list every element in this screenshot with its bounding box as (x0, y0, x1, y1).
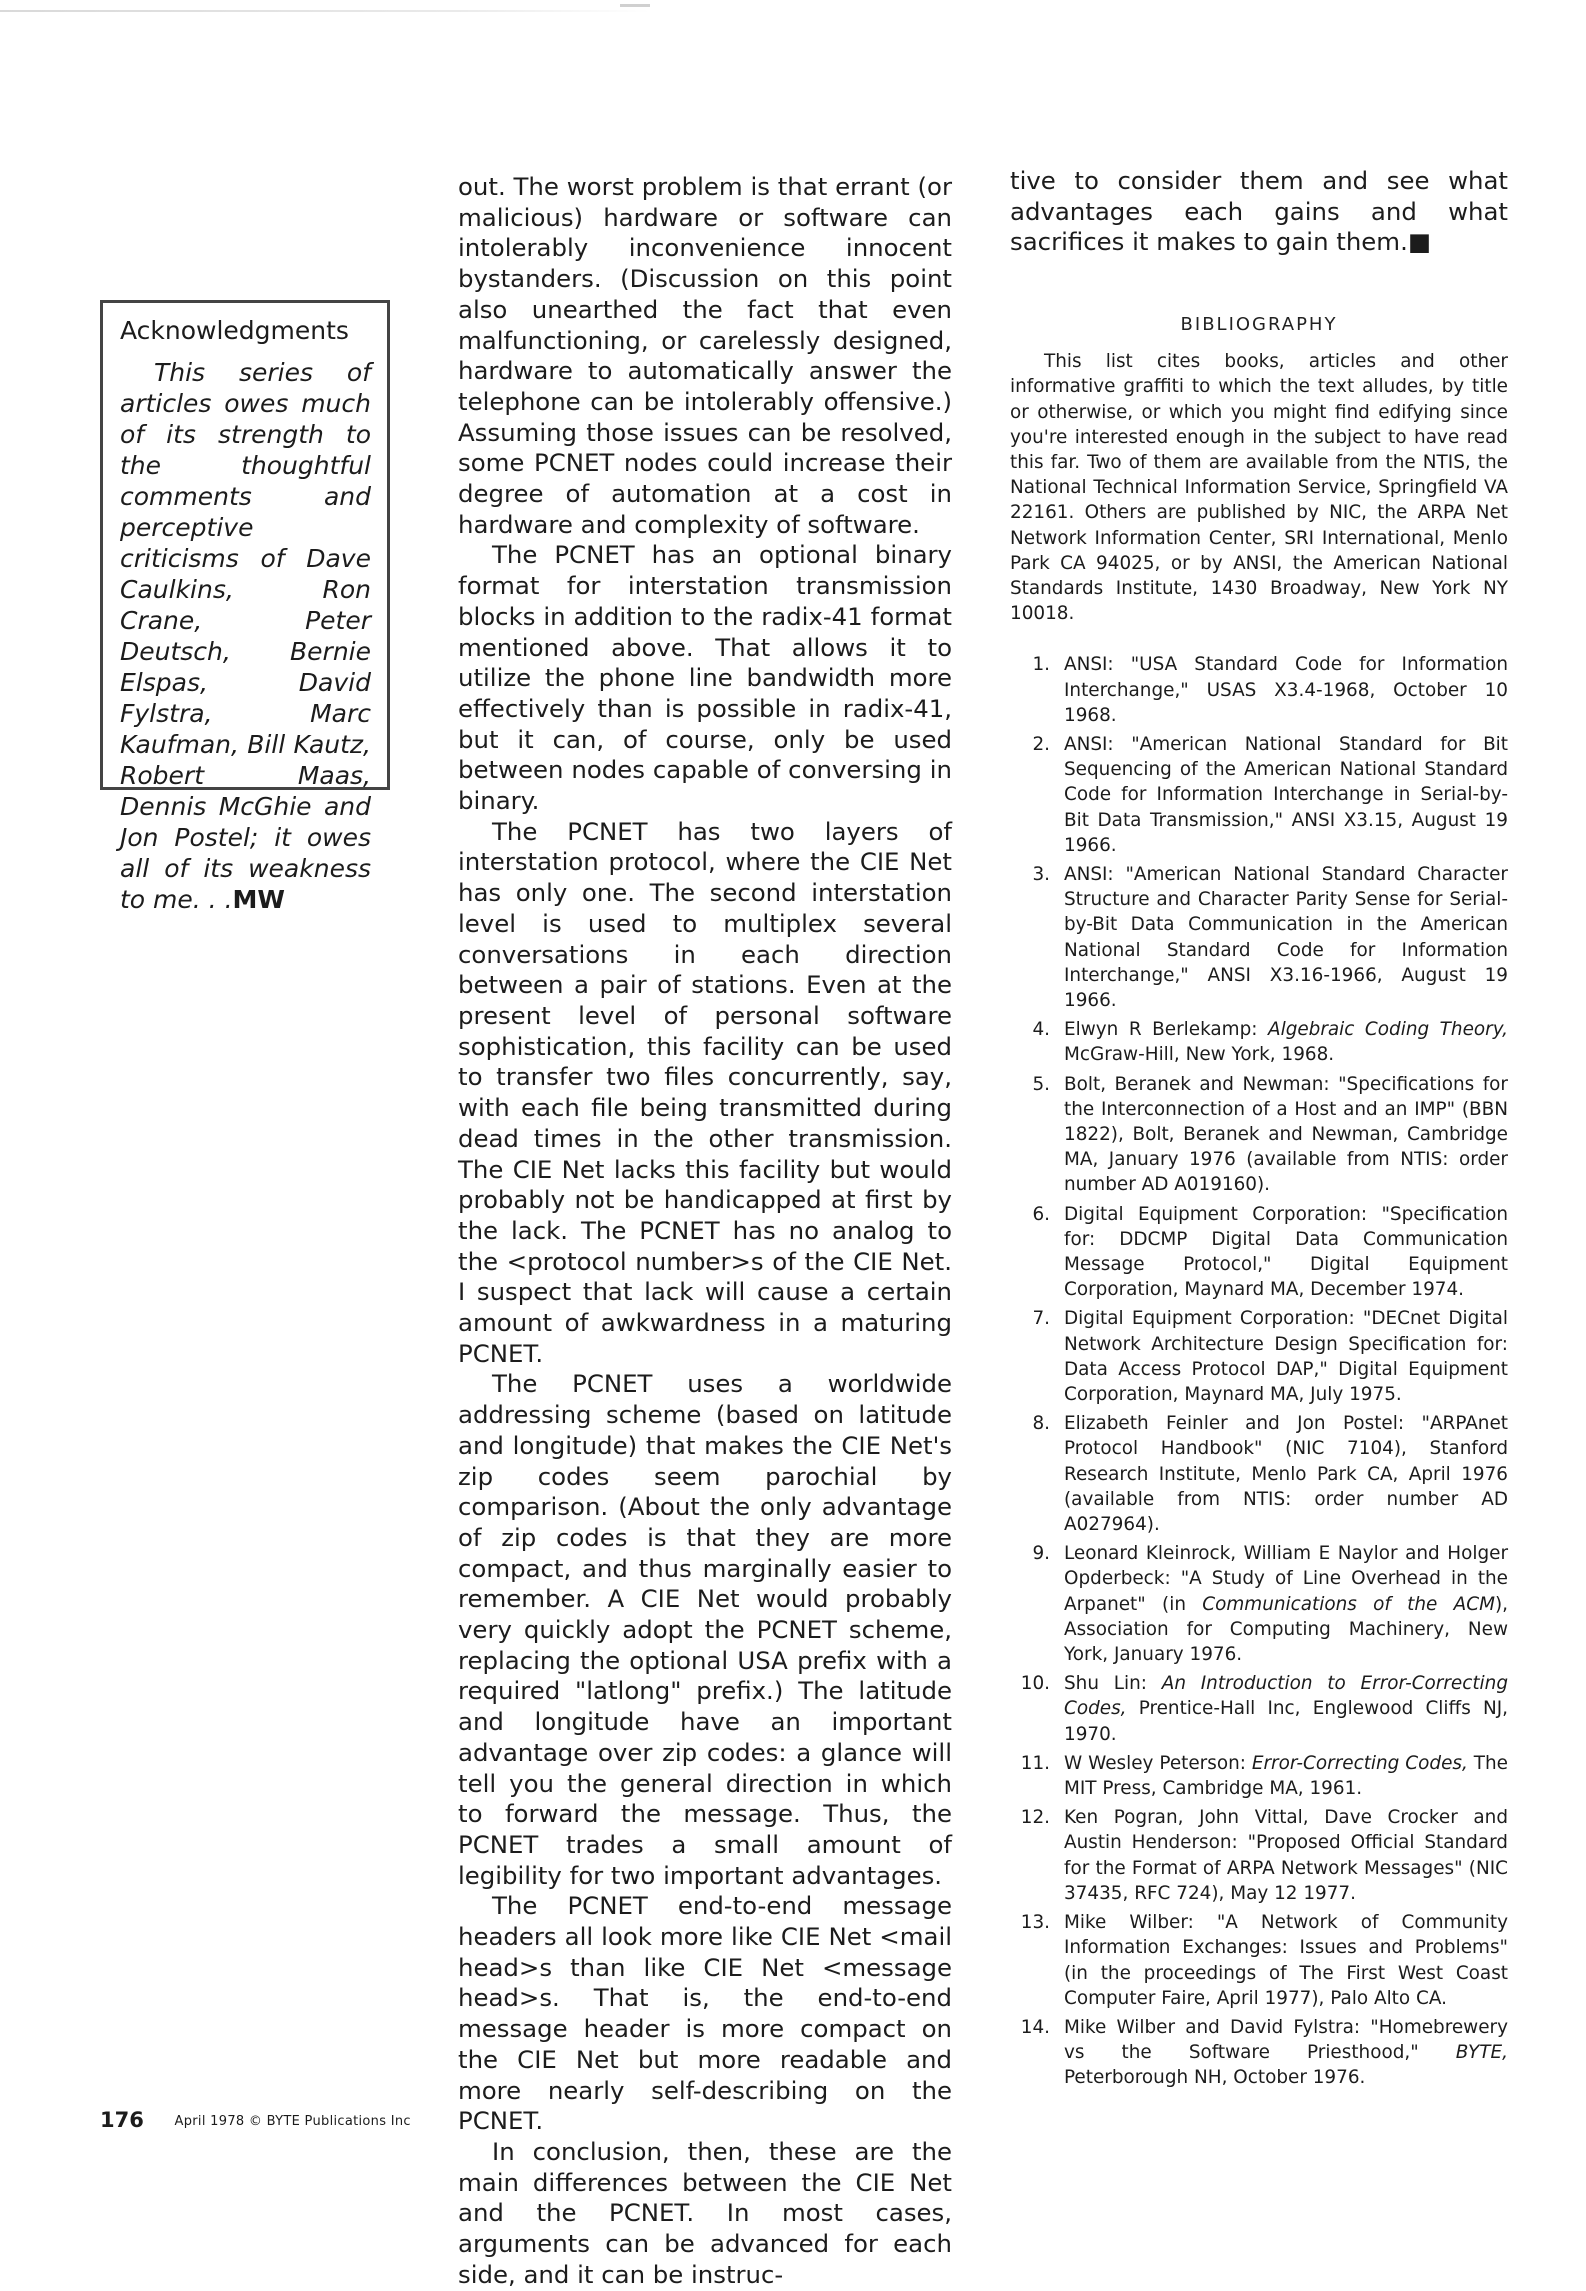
acknowledgments-title: Acknowledgments (120, 316, 349, 345)
reference-text: Mike Wilber: "A Network of Community Information Exchanges: Issues and Problems" (in the proceedings of The First West Coast Computer Faire, April 1977), Palo Alto CA. (1064, 1912, 1508, 2009)
publication-credit: April 1978 © BYTE Publications Inc (174, 2114, 411, 2129)
reference-text-cont: McGraw-Hill, New York, 1968. (1064, 1044, 1335, 1066)
bibliography-item (1010, 652, 1508, 728)
bibliography-item (1010, 1411, 1508, 1537)
top-rule (0, 10, 650, 12)
acknowledgments-body (120, 357, 371, 915)
reference-text-cont: ), Association for Computing Machinery, New York, January 1976. (1064, 1593, 1508, 1666)
body-paragraph: The PCNET has an optional binary format for interstation transmission blocks in addition to the radix-41 format mentioned above. That allows it to utilize the phone line bandwidth more effectively than is possible in radix-41, but it can, of course, only be used between nodes capable of conversing in binary. (458, 540, 952, 816)
reference-number: 3. (1032, 863, 1050, 885)
body-paragraph: The PCNET end-to-end message headers all look more like CIE Net <mail head>s than like CIE Net <message head>s. That is, the end-to-end message header is more compact on the CIE Net but more readable and more nearly self-describing on the PCNET. (458, 1891, 952, 2136)
reference-number: 4. (1032, 1019, 1050, 1041)
reference-number: 14. (1020, 2016, 1050, 2038)
reference-number: 10. (1020, 1673, 1050, 1695)
reference-title: Error-Correcting Codes, (1251, 1752, 1468, 1774)
reference-text: W Wesley Peterson: (1064, 1752, 1252, 1774)
reference-text: Elizabeth Feinler and Jon Postel: "ARPAnet Protocol Handbook" (NIC 7104), Stanford Research Institute, Menlo Park CA, April 1976 (available from NTIS: order number AD A027964). (1064, 1413, 1508, 1536)
reference-text: Digital Equipment Corporation: "Specification for: DDCMP Digital Data Communication Message Protocol," Digital Equipment Corporation, Maynard MA, December 1974. (1064, 1203, 1508, 1301)
body-paragraph: out. The worst problem is that errant (or malicious) hardware or software can intolerably inconvenience innocent bystanders. (Discussion on this point also unearthed the fact that even malfunctioning, or carelessly designed, hardware to automatically answer the telephone can be intolerably offensive.) Assuming those issues can be resolved, some PCNET nodes could increase their degree of automation at a cost in hardware and complexity of software. (458, 172, 952, 539)
reference-text: Digital Equipment Corporation: "DECnet Digital Network Architecture Design Specification for: Data Access Protocol DAP," Digital Equipment Corporation, Maynard MA, July 1975. (1064, 1308, 1508, 1406)
bibliography-heading: BIBLIOGRAPHY (1180, 314, 1338, 336)
bibliography-item (1010, 1306, 1508, 1407)
bibliography-item (1010, 2015, 1508, 2091)
bibliography-item (1010, 1017, 1508, 1067)
bibliography-item (1010, 1541, 1508, 1667)
body-paragraph: The PCNET uses a worldwide addressing scheme (based on latitude and longitude) that makes the CIE Net's zip codes seem parochial by comparison. (About the only advantage of zip codes is that they are more compact, and thus marginally easier to remember. A CIE Net would probably very quickly adopt the PCNET scheme, replacing the optional USA prefix with a required "latlong" prefix.) The latitude and longitude have an important advantage over zip codes: a glance will tell you the general direction in which to forward the message. Thus, the PCNET trades a small amount of legibility for two important advantages. (458, 1369, 952, 1890)
right-column (1010, 166, 1508, 2095)
bibliography-intro: This list cites books, articles and other informative graffiti to which the text alludes, by title or otherwise, or which you might find edifying since you're interested enough in the subject to have read this far. Two of them are available from the NTIS, the National Technical Information Service, Springfield VA 22161. Others are published by NIC, the ARPA Net Network Information Center, SRI International, Menlo Park CA 94025, or by ANSI, the American National Standards Institute, 1430 Broadway, New York NY 10018. (1010, 351, 1508, 625)
reference-title: Algebraic Coding Theory, (1268, 1019, 1508, 1041)
bibliography-item (1010, 1072, 1508, 1198)
reference-number: 8. (1032, 1413, 1050, 1435)
body-paragraph: The PCNET has two layers of interstation protocol, where the CIE Net has only one. The second interstation level is used to multiplex several conversations in each direction between a pair of stations. Even at the present level of personal software sophistication, this facility can be used to transfer two files concurrently, say, with each file being transmitted during dead times in the other transmission. The CIE Net lacks this facility but would probably not be handicapped at first by the lack. The PCNET has no analog to the <protocol number>s of the CIE Net. I suspect that lack will cause a certain amount of awkwardness in a maturing PCNET. (458, 816, 952, 1368)
reference-number: 13. (1020, 1912, 1050, 1934)
reference-text-cont: The MIT Press, Cambridge MA, 1961. (1064, 1752, 1508, 1800)
reference-title: An Introduction to Error-Correcting Codes, (1064, 1673, 1508, 1720)
reference-number: 1. (1032, 654, 1050, 676)
page-number: 176 (100, 2108, 144, 2132)
conclusion-paragraph (1010, 166, 1508, 258)
reference-number: 12. (1020, 1807, 1050, 1829)
reference-number: 6. (1032, 1203, 1050, 1225)
reference-text: ANSI: "USA Standard Code for Information Interchange," USAS X3.4-1968, October 10 1968. (1064, 654, 1508, 726)
top-mark (620, 4, 650, 7)
bibliography-item (1010, 1202, 1508, 1303)
reference-text: Shu Lin: (1064, 1673, 1162, 1695)
body-paragraph: In conclusion, then, these are the main differences between the CIE Net and the PCNET. In most cases, arguments can be advanced for each side, and it can be instruc- (458, 2137, 952, 2289)
conclusion-text: tive to consider them and see what advantages each gains and what sacrifices it makes to gain them. (1010, 166, 1508, 257)
reference-text-cont: Prentice-Hall Inc, Englewood Cliffs NJ, 1970. (1064, 1698, 1508, 1745)
reference-text: Mike Wilber and David Fylstra: "Homebrewery vs the Software Priesthood," (1064, 2016, 1508, 2064)
bibliography-item (1010, 1671, 1508, 1747)
bibliography-item (1010, 1751, 1508, 1801)
acknowledgments-signature: MW (232, 885, 285, 914)
reference-title: Communications of the ACM (1202, 1593, 1495, 1615)
bibliography-list (1010, 652, 1508, 2090)
end-mark-icon: ■ (1407, 227, 1431, 257)
middle-column (458, 172, 952, 2291)
reference-text-cont: Peterborough NH, October 1976. (1064, 2067, 1366, 2089)
reference-title: BYTE, (1455, 2042, 1508, 2064)
reference-number: 9. (1032, 1543, 1050, 1565)
bibliography-item (1010, 1910, 1508, 2011)
reference-text: Ken Pogran, John Vittal, Dave Crocker and Austin Henderson: "Proposed Official Standard for the Format of ARPA Network Messages" (NIC 37435, RFC 724), May 12 1977. (1064, 1807, 1508, 1904)
acknowledgments-text: This series of articles owes much of its strength to the thoughtful comments and perceptive criticisms of Dave Caulkins, Ron Crane, Peter Deutsch, Bernie Elspas, David Fylstra, Marc Kaufman, Bill Kautz, Robert Maas, Dennis McGhie and Jon Postel; it owes all of its weakness to me. . . (120, 358, 371, 914)
bibliography-item (1010, 1805, 1508, 1906)
reference-text: Elwyn R Berlekamp: (1064, 1019, 1268, 1041)
reference-number: 11. (1020, 1752, 1050, 1774)
reference-number: 2. (1032, 733, 1050, 755)
reference-text: ANSI: "American National Standard Character Structure and Character Parity Sense for Serial-by-Bit Data Communication in the American National Standard Code for Information Interchange," ANSI X3.16-1966, August 19 1966. (1064, 863, 1508, 1011)
bibliography-item (1010, 862, 1508, 1013)
reference-number: 5. (1032, 1073, 1050, 1095)
reference-text: Bolt, Beranek and Newman: "Specifications for the Interconnection of a Host and an IMP" (BBN 1822), Bolt, Beranek and Newman, Cambridge MA, January 1976 (available from NTIS: order number AD A019160). (1064, 1073, 1508, 1196)
reference-text: ANSI: "American National Standard for Bit Sequencing of the American National Standard Code for Information Interchange in Serial-by-Bit Data Transmission," ANSI X3.15, August 19 1966. (1064, 733, 1508, 856)
page-footer (100, 2108, 411, 2132)
reference-number: 7. (1032, 1308, 1050, 1330)
acknowledgments-box (100, 300, 390, 914)
reference-text: Leonard Kleinrock, William E Naylor and Holger Opderbeck: "A Study of Line Overhead in the Arpanet" (in (1064, 1543, 1508, 1615)
bibliography-item (1010, 732, 1508, 858)
